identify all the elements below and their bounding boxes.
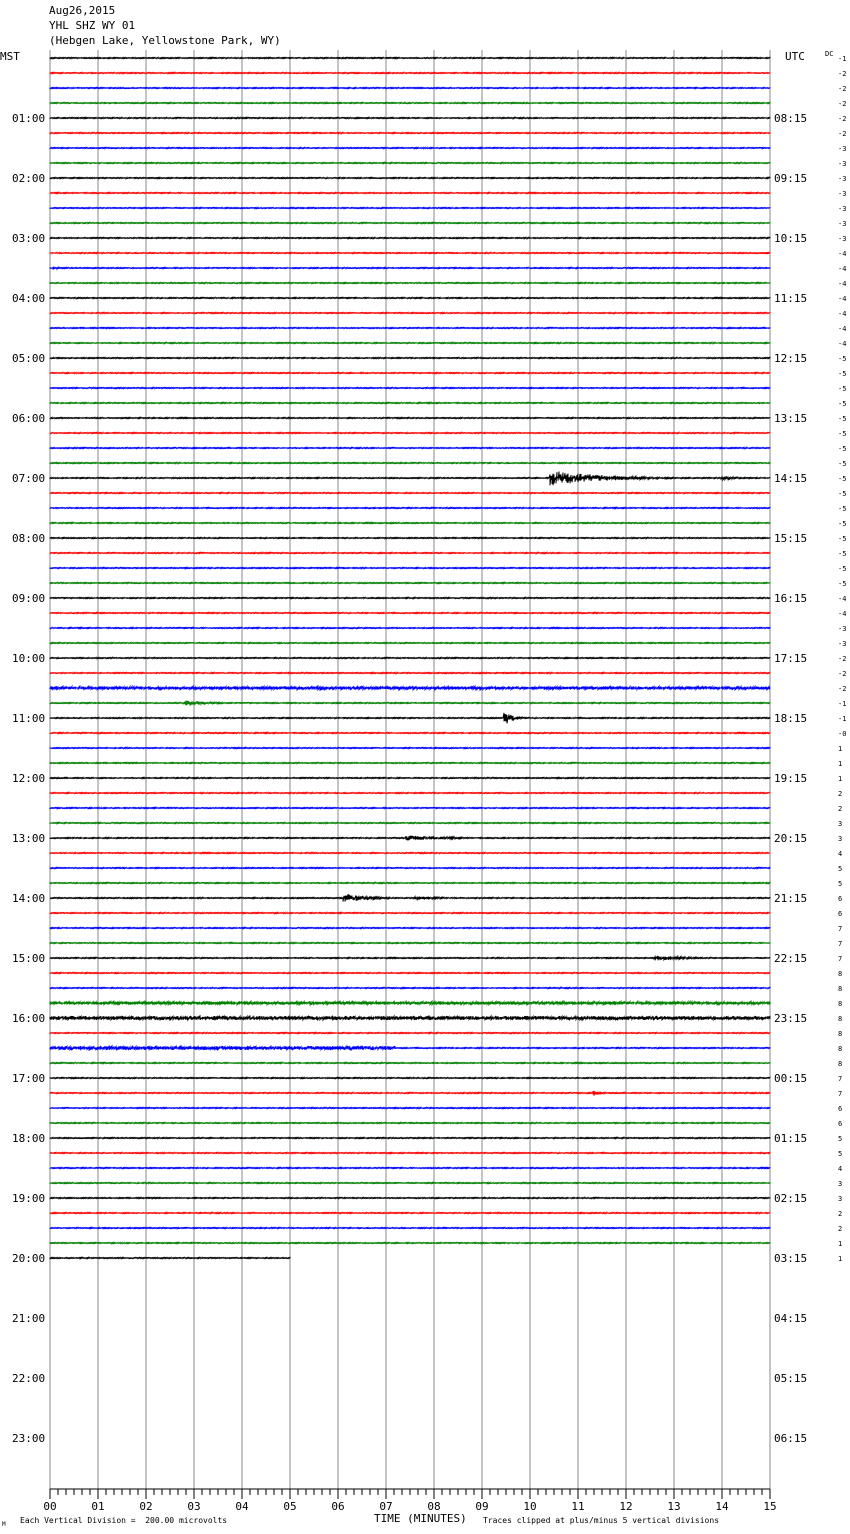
utc-label-23:15: 23:15 <box>774 1012 808 1025</box>
utc-label-14:15: 14:15 <box>774 472 808 485</box>
dc-offset-68: 7 <box>838 1075 843 1083</box>
dc-offset-60: 7 <box>838 955 843 963</box>
x-axis-title: TIME (MINUTES) <box>374 1512 467 1525</box>
mst-label-19:00: 19:00 <box>12 1192 46 1205</box>
x-tick-label-07: 07 <box>379 1500 393 1513</box>
trace-6 <box>50 148 770 149</box>
dc-offset-76: 3 <box>838 1195 843 1203</box>
trace-64 <box>50 1016 770 1020</box>
dc-offset-10: -3 <box>838 205 847 213</box>
mst-label-03:00: 03:00 <box>12 232 46 245</box>
trace-23 <box>50 403 770 404</box>
mst-label-08:00: 08:00 <box>12 532 46 545</box>
trace-69 <box>50 1091 770 1096</box>
dc-offset-66: 8 <box>838 1045 843 1053</box>
dc-offset-44: -1 <box>838 715 847 723</box>
dc-offset-41: -2 <box>838 670 847 678</box>
trace-73 <box>50 1153 770 1154</box>
time-labels <box>12 55 846 1445</box>
dc-offset-48: 1 <box>838 775 843 783</box>
dc-offset-72: 5 <box>838 1135 843 1143</box>
x-tick-label-03: 03 <box>187 1500 201 1513</box>
utc-label-10:15: 10:15 <box>774 232 808 245</box>
trace-18 <box>50 328 770 329</box>
dc-offset-9: -3 <box>838 190 847 198</box>
dc-offset-24: -5 <box>838 415 847 423</box>
dc-offset-71: 6 <box>838 1120 843 1128</box>
mst-label-20:00: 20:00 <box>12 1252 46 1265</box>
x-tick-label-11: 11 <box>571 1500 585 1513</box>
trace-62 <box>50 988 770 989</box>
utc-label-00:15: 00:15 <box>774 1072 808 1085</box>
dc-offset-75: 3 <box>838 1180 843 1188</box>
trace-45 <box>50 733 770 734</box>
mst-axis-label: MST <box>0 50 20 63</box>
dc-offset-6: -3 <box>838 145 847 153</box>
trace-40 <box>50 658 770 659</box>
utc-label-16:15: 16:15 <box>774 592 808 605</box>
trace-66 <box>50 1046 770 1050</box>
trace-17 <box>50 313 770 314</box>
trace-27 <box>50 463 770 464</box>
trace-16 <box>50 298 770 299</box>
trace-67 <box>50 1063 770 1064</box>
mst-label-10:00: 10:00 <box>12 652 46 665</box>
dc-offset-50: 2 <box>838 805 843 813</box>
dc-offset-35: -5 <box>838 580 847 588</box>
dc-offset-4: -2 <box>838 115 847 123</box>
dc-offset-17: -4 <box>838 310 847 318</box>
trace-10 <box>50 208 770 209</box>
dc-offset-34: -5 <box>838 565 847 573</box>
x-tick-label-12: 12 <box>619 1500 633 1513</box>
dc-offset-45: -0 <box>838 730 847 738</box>
trace-55 <box>50 883 770 884</box>
dc-offset-49: 2 <box>838 790 843 798</box>
dc-offset-12: -3 <box>838 235 847 243</box>
trace-78 <box>50 1228 770 1229</box>
trace-29 <box>50 493 770 494</box>
utc-label-11:15: 11:15 <box>774 292 808 305</box>
mst-label-01:00: 01:00 <box>12 112 46 125</box>
dc-offset-43: -1 <box>838 700 847 708</box>
scale-note: Each Vertical Division = 200.00 microvolts <box>20 1516 228 1525</box>
dc-offset-80: 1 <box>838 1255 843 1263</box>
utc-label-12:15: 12:15 <box>774 352 808 365</box>
trace-52 <box>50 836 770 840</box>
trace-43 <box>50 701 770 706</box>
mst-label-02:00: 02:00 <box>12 172 46 185</box>
trace-59 <box>50 943 770 944</box>
utc-label-17:15: 17:15 <box>774 652 808 665</box>
dc-offset-61: 8 <box>838 970 843 978</box>
trace-68 <box>50 1078 770 1079</box>
trace-3 <box>50 103 770 104</box>
utc-label-04:15: 04:15 <box>774 1312 808 1325</box>
corner-mark: M <box>2 1521 6 1528</box>
trace-50 <box>50 808 770 809</box>
utc-label-19:15: 19:15 <box>774 772 808 785</box>
trace-25 <box>50 433 770 434</box>
trace-12 <box>50 238 770 239</box>
dc-offset-16: -4 <box>838 295 847 303</box>
utc-label-22:15: 22:15 <box>774 952 808 965</box>
dc-offset-25: -5 <box>838 430 847 438</box>
trace-19 <box>50 343 770 344</box>
dc-offset-32: -5 <box>838 535 847 543</box>
trace-14 <box>50 267 770 270</box>
trace-75 <box>50 1183 770 1184</box>
dc-offset-21: -5 <box>838 370 847 378</box>
dc-offset-57: 6 <box>838 910 843 918</box>
trace-49 <box>50 793 770 794</box>
dc-offset-23: -5 <box>838 400 847 408</box>
dc-offset-79: 1 <box>838 1240 843 1248</box>
dc-offset-52: 3 <box>838 835 843 843</box>
utc-label-20:15: 20:15 <box>774 832 808 845</box>
trace-57 <box>50 913 770 914</box>
dc-offset-7: -3 <box>838 160 847 168</box>
trace-42 <box>50 686 770 689</box>
x-tick-label-06: 06 <box>331 1500 345 1513</box>
trace-0 <box>50 58 770 59</box>
x-tick-label-08: 08 <box>427 1500 441 1513</box>
trace-21 <box>50 373 770 374</box>
dc-offset-39: -3 <box>838 640 847 648</box>
trace-38 <box>50 628 770 629</box>
dc-offset-11: -3 <box>838 220 847 228</box>
dc-offset-27: -5 <box>838 460 847 468</box>
mst-label-16:00: 16:00 <box>12 1012 46 1025</box>
trace-58 <box>50 928 770 929</box>
trace-37 <box>50 613 770 614</box>
dc-offset-36: -4 <box>838 595 847 603</box>
x-tick-label-01: 01 <box>91 1500 105 1513</box>
dc-offset-55: 5 <box>838 880 843 888</box>
trace-70 <box>50 1108 770 1109</box>
dc-offset-13: -4 <box>838 250 847 258</box>
dc-offset-22: -5 <box>838 385 847 393</box>
trace-47 <box>50 763 770 764</box>
dc-offset-29: -5 <box>838 490 847 498</box>
trace-1 <box>50 73 770 74</box>
mst-label-17:00: 17:00 <box>12 1072 46 1085</box>
trace-77 <box>50 1213 770 1214</box>
dc-offset-8: -3 <box>838 175 847 183</box>
dc-offset-78: 2 <box>838 1225 843 1233</box>
x-tick-label-13: 13 <box>667 1500 681 1513</box>
trace-56 <box>50 894 770 901</box>
trace-7 <box>50 163 770 164</box>
dc-offset-38: -3 <box>838 625 847 633</box>
mst-label-23:00: 23:00 <box>12 1432 46 1445</box>
trace-8 <box>50 178 770 179</box>
trace-22 <box>50 388 770 389</box>
dc-offset-77: 2 <box>838 1210 843 1218</box>
trace-60 <box>50 956 770 960</box>
trace-71 <box>50 1123 770 1124</box>
trace-72 <box>50 1138 770 1139</box>
dc-offset-64: 8 <box>838 1015 843 1023</box>
dc-offset-0: -1 <box>838 55 847 63</box>
mst-label-09:00: 09:00 <box>12 592 46 605</box>
dc-offset-46: 1 <box>838 745 843 753</box>
mst-label-18:00: 18:00 <box>12 1132 46 1145</box>
trace-5 <box>50 133 770 134</box>
dc-offset-42: -2 <box>838 685 847 693</box>
utc-label-05:15: 05:15 <box>774 1372 808 1385</box>
dc-offset-59: 7 <box>838 940 843 948</box>
dc-offset-67: 8 <box>838 1060 843 1068</box>
x-tick-label-09: 09 <box>475 1500 489 1513</box>
dc-offset-70: 6 <box>838 1105 843 1113</box>
x-tick-label-02: 02 <box>139 1500 153 1513</box>
x-tick-label-00: 00 <box>43 1500 57 1513</box>
trace-11 <box>50 223 770 224</box>
dc-offset-14: -4 <box>838 265 847 273</box>
utc-label-18:15: 18:15 <box>774 712 808 725</box>
trace-48 <box>50 778 770 779</box>
dc-offset-28: -5 <box>838 475 847 483</box>
trace-9 <box>50 193 770 194</box>
mst-label-14:00: 14:00 <box>12 892 46 905</box>
dc-offset-74: 4 <box>838 1165 843 1173</box>
trace-39 <box>50 643 770 644</box>
utc-label-01:15: 01:15 <box>774 1132 808 1145</box>
dc-offset-47: 1 <box>838 760 843 768</box>
trace-54 <box>50 868 770 869</box>
utc-axis-label: UTC <box>785 50 805 63</box>
trace-24 <box>50 418 770 419</box>
trace-28 <box>50 472 770 486</box>
minute-grid <box>50 50 770 1489</box>
trace-44 <box>50 713 770 724</box>
mst-label-06:00: 06:00 <box>12 412 46 425</box>
mst-label-05:00: 05:00 <box>12 352 46 365</box>
x-tick-label-05: 05 <box>283 1500 297 1513</box>
dc-offset-58: 7 <box>838 925 843 933</box>
mst-label-22:00: 22:00 <box>12 1372 46 1385</box>
trace-20 <box>50 358 770 359</box>
mst-label-11:00: 11:00 <box>12 712 46 725</box>
x-tick-label-04: 04 <box>235 1500 249 1513</box>
dc-offset-5: -2 <box>838 130 847 138</box>
chart-date: Aug26,2015 <box>49 4 116 17</box>
dc-offset-40: -2 <box>838 655 847 663</box>
trace-61 <box>50 973 770 974</box>
trace-13 <box>50 253 770 254</box>
utc-label-21:15: 21:15 <box>774 892 808 905</box>
time-axis <box>43 1489 776 1513</box>
trace-15 <box>50 283 770 284</box>
dc-offset-73: 5 <box>838 1150 843 1158</box>
trace-26 <box>50 448 770 449</box>
trace-51 <box>50 823 770 824</box>
trace-31 <box>50 523 770 524</box>
x-tick-label-14: 14 <box>715 1500 729 1513</box>
utc-label-02:15: 02:15 <box>774 1192 808 1205</box>
dc-offset-20: -5 <box>838 355 847 363</box>
trace-4 <box>50 118 770 119</box>
trace-63 <box>50 1001 770 1004</box>
mst-label-12:00: 12:00 <box>12 772 46 785</box>
mst-label-04:00: 04:00 <box>12 292 46 305</box>
trace-36 <box>50 598 770 599</box>
x-tick-label-15: 15 <box>763 1500 777 1513</box>
dc-offset-51: 3 <box>838 820 843 828</box>
dc-offset-18: -4 <box>838 325 847 333</box>
clip-note: Traces clipped at plus/minus 5 vertical divisions <box>483 1516 720 1525</box>
dc-offset-62: 8 <box>838 985 843 993</box>
chart-title: YHL SHZ WY 01 <box>49 19 136 32</box>
dc-offset-69: 7 <box>838 1090 843 1098</box>
mst-label-15:00: 15:00 <box>12 952 46 965</box>
mst-label-07:00: 07:00 <box>12 472 46 485</box>
dc-offset-2: -2 <box>838 85 847 93</box>
trace-65 <box>50 1033 770 1034</box>
utc-label-15:15: 15:15 <box>774 532 808 545</box>
dc-offset-54: 5 <box>838 865 843 873</box>
trace-76 <box>50 1198 770 1199</box>
trace-34 <box>50 568 770 569</box>
trace-2 <box>50 88 770 89</box>
dc-offset-30: -5 <box>838 505 847 513</box>
trace-30 <box>50 508 770 509</box>
x-tick-label-10: 10 <box>523 1500 537 1513</box>
dc-offset-63: 8 <box>838 1000 843 1008</box>
dc-offset-3: -2 <box>838 100 847 108</box>
trace-41 <box>50 673 770 674</box>
dc-offset-65: 8 <box>838 1030 843 1038</box>
trace-80 <box>50 1258 290 1259</box>
chart-subtitle: (Hebgen Lake, Yellowstone Park, WY) <box>49 34 281 47</box>
utc-label-13:15: 13:15 <box>774 412 808 425</box>
dc-offset-53: 4 <box>838 850 843 858</box>
dc-offset-19: -4 <box>838 340 847 348</box>
utc-label-08:15: 08:15 <box>774 112 808 125</box>
trace-79 <box>50 1243 770 1244</box>
dc-offset-1: -2 <box>838 70 847 78</box>
utc-label-03:15: 03:15 <box>774 1252 808 1265</box>
utc-label-06:15: 06:15 <box>774 1432 808 1445</box>
seismic-traces <box>50 58 770 1259</box>
trace-35 <box>50 583 770 584</box>
trace-32 <box>50 538 770 539</box>
dc-offset-33: -5 <box>838 550 847 558</box>
trace-74 <box>50 1168 770 1169</box>
utc-label-09:15: 09:15 <box>774 172 808 185</box>
dc-label: DC <box>825 50 834 58</box>
dc-offset-26: -5 <box>838 445 847 453</box>
dc-offset-56: 6 <box>838 895 843 903</box>
mst-label-13:00: 13:00 <box>12 832 46 845</box>
trace-53 <box>50 853 770 854</box>
dc-offset-37: -4 <box>838 610 847 618</box>
trace-33 <box>50 553 770 554</box>
dc-offset-31: -5 <box>838 520 847 528</box>
mst-label-21:00: 21:00 <box>12 1312 46 1325</box>
dc-offset-15: -4 <box>838 280 847 288</box>
trace-46 <box>50 748 770 749</box>
